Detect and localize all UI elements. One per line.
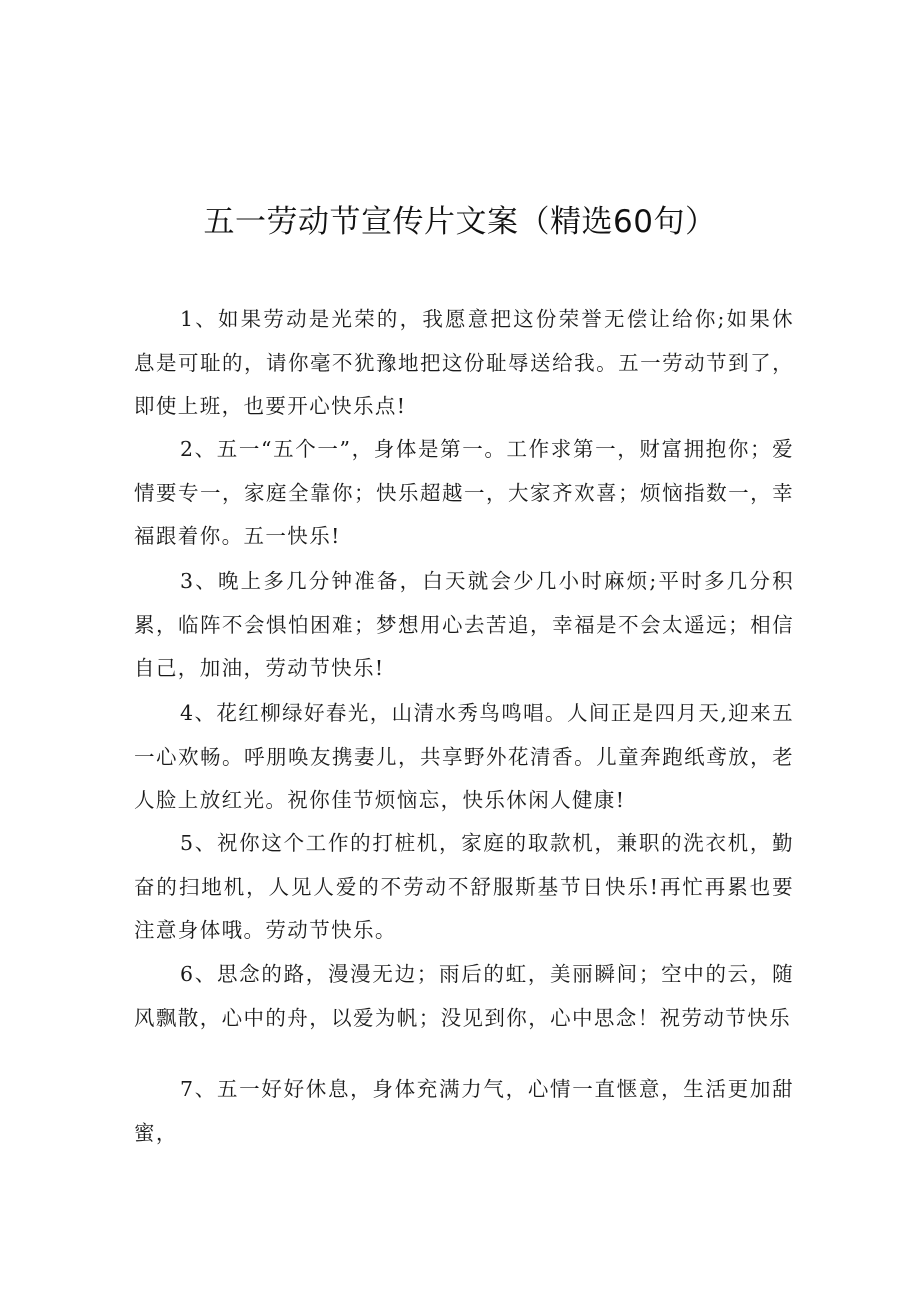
paragraph-7: 7、五一好好休息，身体充满力气，心情一直惬意，生活更加甜蜜， [134, 1077, 794, 1145]
paragraph-6: 6、思念的路，漫漫无边；雨后的虹，美丽瞬间；空中的云，随风飘散，心中的舟，以爱为帆；没见到你，心中思念！祝劳动节快乐 [134, 962, 794, 1030]
paragraph-4: 4、花红柳绿好春光，山清水秀鸟鸣唱。人间正是四月天,迎来五一心欢畅。呼朋唤友携妻儿，共享野外花清香。儿童奔跑纸鸢放，老人脸上放红光。祝你佳节烦恼忘，快乐休闲人健康! [134, 701, 794, 812]
document-title: 五一劳动节宣传片文案（精选60句） [203, 204, 717, 240]
paragraph-1: 1、如果劳动是光荣的，我愿意把这份荣誉无偿让给你;如果休息是可耻的，请你毫不犹豫地把这份耻辱送给我。五一劳动节到了，即使上班，也要开心快乐点! [134, 307, 794, 418]
paragraph-3: 3、晚上多几分钟准备，白天就会少几小时麻烦;平时多几分积累，临阵不会惧怕困难；梦想用心去苦追，幸福是不会太遥远；相信自己，加油，劳动节快乐! [134, 569, 794, 680]
paragraph-5: 5、祝你这个工作的打桩机，家庭的取款机，兼职的洗衣机，勤奋的扫地机，人见人爱的不劳动不舒服斯基节日快乐!再忙再累也要注意身体哦。劳动节快乐。 [134, 831, 794, 942]
paragraph-2: 2、五一“五个一”，身体是第一。工作求第一，财富拥抱你；爱情要专一，家庭全靠你；快乐超越一，大家齐欢喜；烦恼指数一，幸福跟着你。五一快乐! [134, 437, 794, 548]
